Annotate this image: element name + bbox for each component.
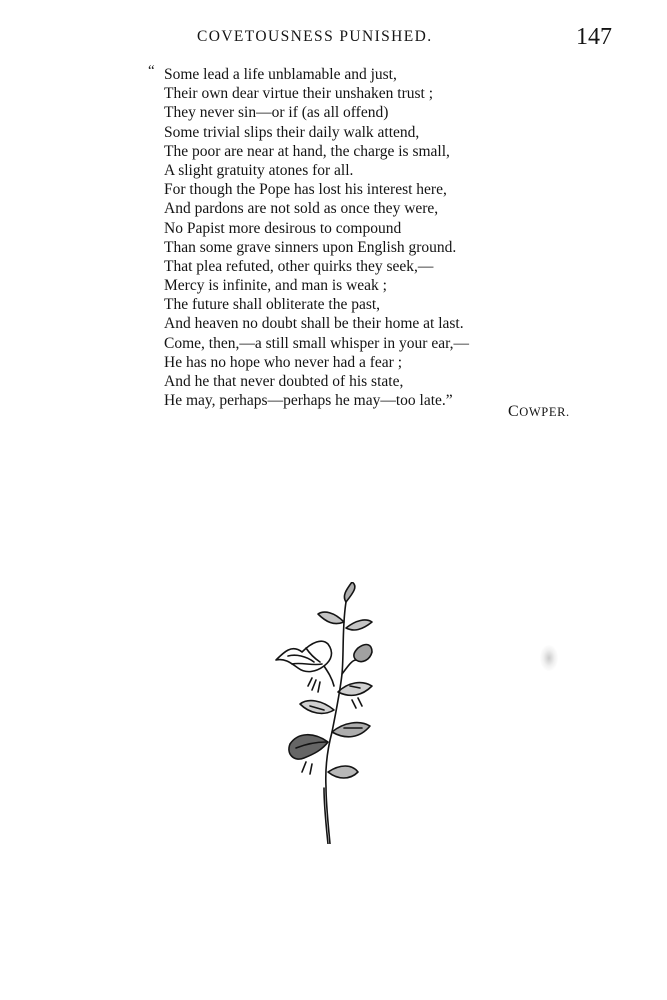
poem-line: No Papist more desirous to compound: [164, 219, 402, 237]
poem-line: A slight gratuity atones for all.: [164, 161, 354, 179]
poem-line: Than some grave sinners upon English ground.: [164, 238, 457, 256]
poem-line: Come, then,—a still small whisper in your ear,—: [164, 334, 470, 352]
poem-line: They never sin—or if (as all offend): [164, 104, 389, 122]
poem-line: [144, 65, 564, 84]
poem-line-text: Some lead a life unblamable and just,: [164, 66, 397, 83]
poem-line: That plea refuted, other quirks they seek,—: [164, 257, 434, 275]
attribution-initial: C: [508, 403, 520, 420]
opening-quote-mark: “: [148, 63, 155, 79]
poem-line: He may, perhaps—perhaps he may—too late.”: [164, 392, 453, 410]
poem-line: And he that never doubted of his state,: [164, 373, 404, 390]
poem-line: Some trivial slips their daily walk attend,: [164, 123, 420, 141]
poem: [144, 65, 564, 410]
running-head: [0, 26, 667, 50]
poem-line: For though the Pope has lost his interest here,: [164, 181, 447, 199]
poem-line: And pardons are not sold as once they were,: [164, 200, 439, 218]
poem-attribution: [508, 403, 570, 421]
poem-line: Mercy is infinite, and man is weak ;: [164, 277, 387, 295]
flower-sprig-icon: [262, 582, 386, 844]
poem-line: He has no hope who never had a fear ;: [164, 353, 403, 371]
paper-smudge: [540, 645, 558, 671]
poem-line: Their own dear virtue their unshaken trust ;: [164, 85, 434, 103]
page-number: 147: [576, 24, 612, 50]
poem-line: And heaven no doubt shall be their home at last.: [164, 315, 464, 333]
attribution-rest: OWPER.: [519, 405, 570, 419]
running-title: COVETOUSNESS PUNISHED.: [197, 28, 433, 45]
poem-line: The future shall obliterate the past,: [164, 296, 381, 314]
poem-line: The poor are near at hand, the charge is small,: [164, 142, 450, 160]
